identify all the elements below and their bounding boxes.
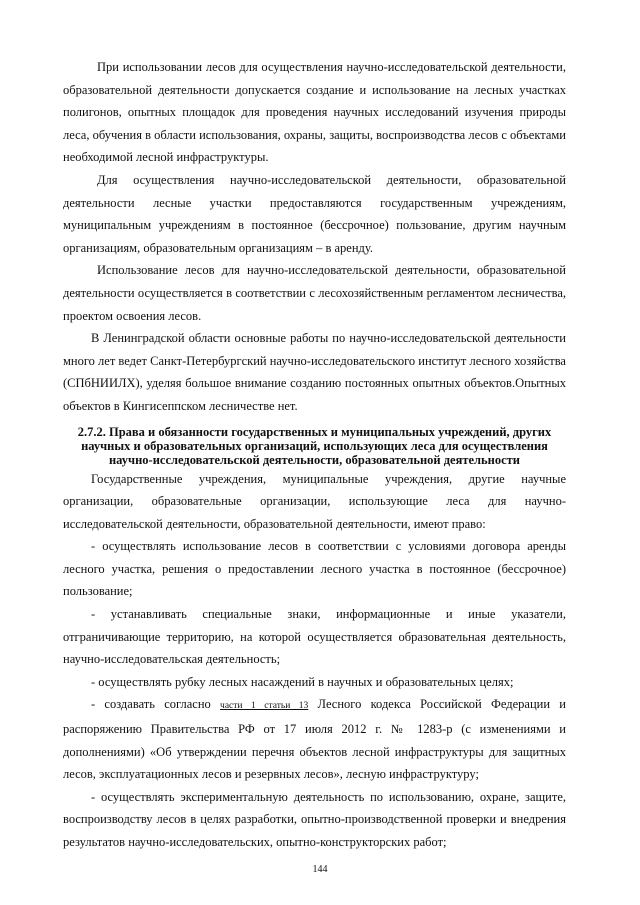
paragraph-2: Для осуществления научно-исследовательской деятельности, образовательной деятельности лесные участки предоставляются государственным учреждениям, муниципальным учреждениям в постоянное (бессрочное) пользование, другим научным организациям, образовательным организациям – в аренду. bbox=[63, 172, 566, 255]
section-intro: Государственные учреждения, муниципальные учреждения, другие научные организации, образовательные организации, использующие леса для научно-исследовательской деятельности, образовательной деятельности, имеют право: bbox=[63, 471, 566, 531]
right-item-3: - осуществлять рубку лесных насаждений в научных и образовательных целях; bbox=[91, 674, 514, 689]
paragraph-3: Использование лесов для научно-исследовательской деятельности, образовательной деятельности осуществляется в соответствии с лесохозяйственным регламентом лесничества, проектом освоения лесов. bbox=[63, 263, 566, 323]
right-item-2: - устанавливать специальные знаки, информационные и иные указатели, отграничивающие территорию, на которой осуществляется образовательная деятельность, научно-исследовательская деятельность; bbox=[63, 607, 566, 667]
page-number: 144 bbox=[312, 864, 328, 875]
right-item-4-end: Лесного кодекса Российской Федерации и распоряжению Правительства РФ от 17 июля 2012 г. № 1283-р (с изменениями и дополнениями) «Об утверждении перечня объектов лесной инфраструктуры для защитных лесов, эксплуатационных лесов и резервных лесов», лесную инфраструктуру; bbox=[63, 697, 566, 782]
law-article-link[interactable]: части 1 статьи 13 bbox=[220, 701, 309, 712]
page-body bbox=[63, 56, 566, 854]
right-item-4 bbox=[63, 693, 566, 785]
paragraph-4: В Ленинградской области основные работы по научно-исследовательской деятельности много лет ведет Санкт-Петербургский научно-исследовательского институт лесного хозяйства (СПбНИИЛХ), уделяя большое внимание созданию постоянных опытных объектов.Опытных объектов в Кингисеппском лесничестве нет. bbox=[63, 331, 566, 413]
right-item-1: - осуществлять использование лесов в соответствии с условиями договора аренды лесного участка, решения о предоставлении лесного участка в постоянное (бессрочное) пользование; bbox=[63, 539, 566, 599]
section-heading: 2.7.2. Права и обязанности государственных и муниципальных учреждений, других научных и образовательных организаций, использующих леса для осуществления научно-исследовательской деятельности, образовательной деятельности bbox=[77, 424, 552, 467]
right-item-5: - осуществлять экспериментальную деятельность по использованию, охране, защите, воспроизводству лесов в целях разработки, опытно-производственной проверки и внедрения результатов научно-исследовательских, опытно-конструкторских работ; bbox=[63, 789, 566, 849]
paragraph-1: При использовании лесов для осуществления научно-исследовательской деятельности, образовательной деятельности допускается создание и использование на лесных участках полигонов, опытных площадок для проведения научных исследований изучения природы леса, обучения в области использования, охраны, защиты, воспроизводства лесов с объектами необходимой лесной инфраструктуры. bbox=[63, 60, 566, 165]
right-item-4-start: - создавать согласно bbox=[91, 697, 221, 712]
